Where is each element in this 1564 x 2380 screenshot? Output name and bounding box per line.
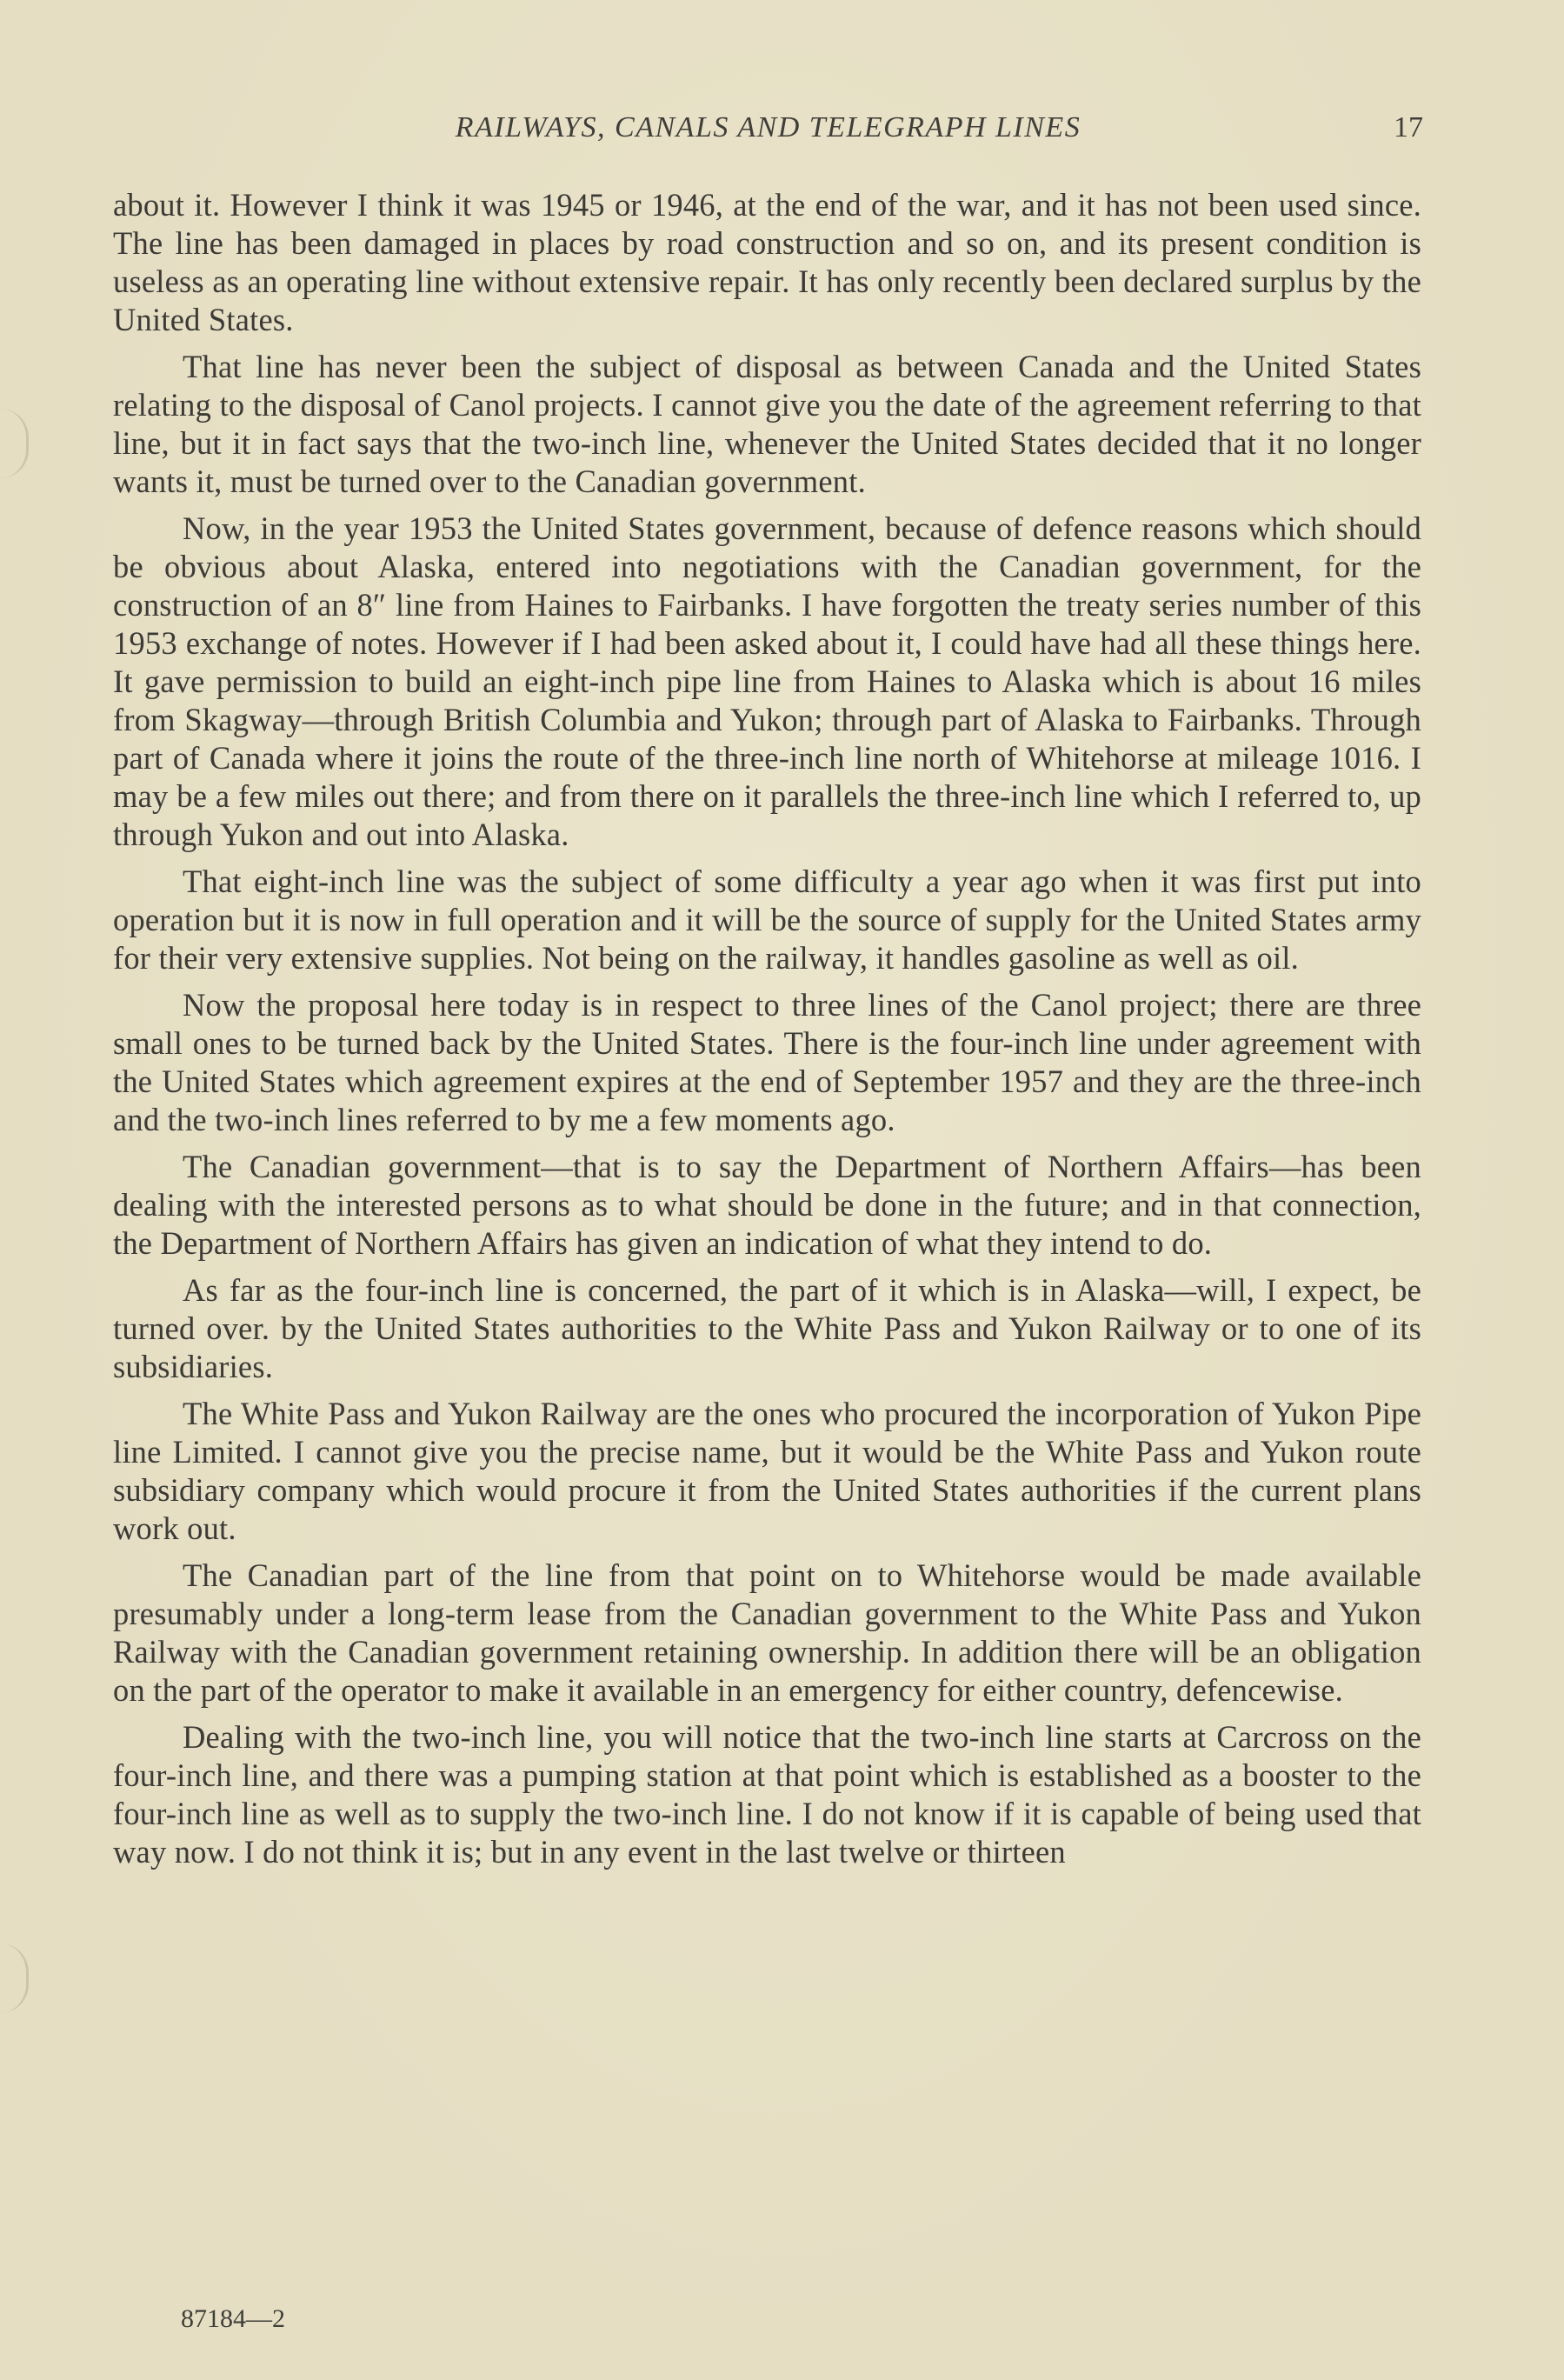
page-number: 17 — [1394, 111, 1423, 143]
margin-tab-mark — [0, 409, 29, 478]
paragraph: That eight-inch line was the subject of some difficulty a year ago when it was first put into operation but it is now in full operation and it will be the source of supply for the United States army for their very extensive supplies. Not being on the railway, it handles gasoline as well as oil. — [113, 863, 1421, 976]
page-header — [113, 111, 1423, 155]
body-text — [113, 186, 1421, 1880]
paragraph: Dealing with the two-inch line, you will notice that the two-inch line starts at Carcross on the four-inch line, and there was a pumping station at that point which is established as a booster to the four-inch line as well as to supply the two-inch line. I do not know if it is capable of being used that way now. I do not think it is; but in any event in the last twelve or thirteen — [113, 1719, 1421, 1870]
running-title: RAILWAYS, CANALS AND TELEGRAPH LINES — [455, 111, 1081, 143]
paragraph: Now the proposal here today is in respect to three lines of the Canol project; there are three small ones to be turned back by the United States. There is the four-inch line under agreement with the United States which agreement expires at the end of September 1957 and they are the three-inch and the two-inch lines referred to by me a few moments ago. — [113, 987, 1421, 1137]
paragraph: about it. However I think it was 1945 or 1946, at the end of the war, and it has not been used since. The line has been damaged in places by road construction and so on, and its present condition is useless as an operating line without extensive repair. It has only recently been declared surplus by the United States. — [113, 187, 1421, 337]
margin-tab-mark — [0, 1943, 29, 2013]
paragraph: As far as the four-inch line is concerned, the part of it which is in Alaska—will, I expect, be turned over. by the United States authorities to the White Pass and Yukon Railway or to one of its subsidiaries. — [113, 1272, 1421, 1384]
paragraph: That line has never been the subject of disposal as between Canada and the United States relating to the disposal of Canol projects. I cannot give you the date of the agreement referring to that line, but it in fact says that the two-inch line, whenever the United States decided that it no longer wants it, must be turned over to the Canadian government. — [113, 349, 1421, 499]
paragraph: Now, in the year 1953 the United States government, because of defence reasons which should be obvious about Alaska, entered into negotiations with the Canadian government, for the construction of an 8″ line from Haines to Fairbanks. I have forgotten the treaty series number of this 1953 exchange of notes. However if I had been asked about it, I could have had all these things here. It gave permission to build an eight-inch pipe line from Haines to Alaska which is about 16 miles from Skagway—through British Columbia and Yukon; through part of Alaska to Fairbanks. Through part of Canada where it joins the route of the three-inch line north of Whitehorse at mileage 1016. I may be a few miles out there; and from there on it parallels the three-inch line which I referred to, up through Yukon and out into Alaska. — [113, 510, 1421, 852]
signature-mark: 87184—2 — [181, 2304, 285, 2333]
paragraph: The Canadian part of the line from that point on to Whitehorse would be made available presumably under a long-term lease from the Canadian government to the White Pass and Yukon Railway with the Canadian government retaining ownership. In addition there will be an obligation on the part of the operator to make it available in an emergency for either country, defencewise. — [113, 1557, 1421, 1708]
paragraph: The White Pass and Yukon Railway are the ones who procured the incorporation of Yukon Pipe line Limited. I cannot give you the precise name, but it would be the White Pass and Yukon route subsidiary company which would procure it from the United States authorities if the current plans work out. — [113, 1396, 1421, 1546]
paragraph: The Canadian government—that is to say the Department of Northern Affairs—has been dealing with the interested persons as to what should be done in the future; and in that connection, the Department of Northern Affairs has given an indication of what they intend to do. — [113, 1149, 1421, 1261]
